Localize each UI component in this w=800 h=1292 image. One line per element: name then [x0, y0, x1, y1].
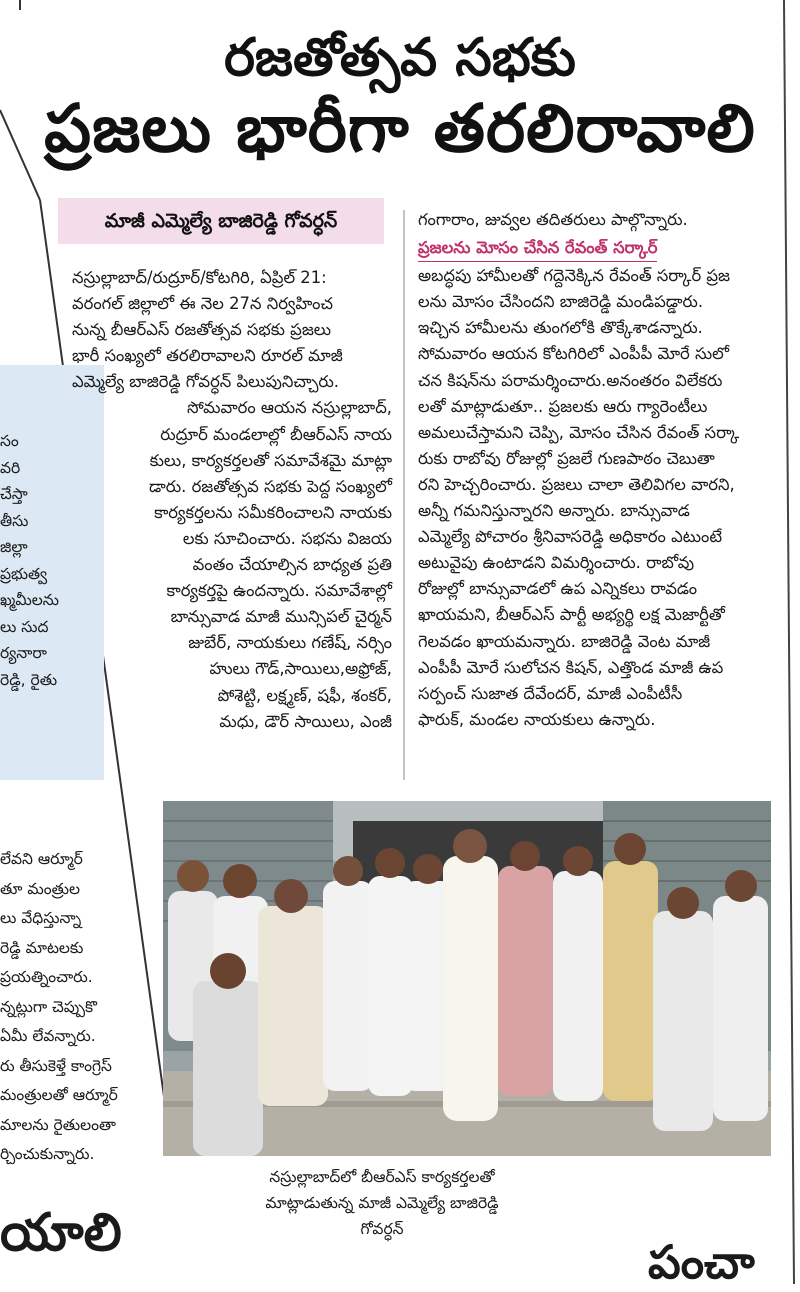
fragment: ప్రయత్నించారు.: [0, 968, 93, 986]
body-line: ఎమ్మెల్యే బాజిరెడ్డి గోవర్ధన్ పిలుపునిచ్చారు.: [72, 372, 339, 392]
body-line: ఫారుక్, మండల నాయకులు ఉన్నారు.: [418, 709, 656, 729]
body-line: వంతం చేయాల్సిన బాధ్యత ప్రతి: [192, 555, 392, 575]
body-line: సోమవారం ఆయన నస్రుల్లాబాద్,: [186, 398, 392, 418]
body-line: లకు సూచించారు. సభను విజయ: [182, 528, 392, 548]
bottom-left-headline-fragment: యాలి: [0, 1203, 122, 1263]
body-line: ఎమ్మెల్యే పోచారం శ్రీనివాసరెడ్డి అధికారం ఎటుంటే: [418, 527, 723, 547]
fragment: లు సుద: [0, 617, 49, 636]
fragment: జిల్లా: [0, 538, 28, 556]
body-line: సర్పంచ్ సుజాత దేవేందర్, మాజీ ఎంపీటీసీ: [418, 683, 683, 703]
photo-caption: [200, 1164, 564, 1242]
body-line: డారు. రజతోత్సవ సభకు పెద్ద సంఖ్యలో: [149, 476, 392, 496]
article-column-2: [418, 207, 758, 733]
body-line: రుద్రూర్ మండలాల్లో బీఆర్ఎస్ నాయ: [160, 424, 392, 444]
body-line: భారీ సంఖ్యలో తరలిరావాలని రూరల్ మాజీ: [72, 346, 343, 366]
caption-line: నస్రుల్లాబాద్‌లో బీఆర్ఎస్ కార్యకర్తలతో: [269, 1168, 495, 1186]
fragment: రు తీసుకెళ్తే కాంగ్రెస్: [0, 1056, 112, 1075]
fragment: ప్రభుత్వ: [0, 564, 48, 583]
body-line: కార్యకర్తలను సమీకరించాలని నాయకు: [154, 502, 392, 522]
fragment: మంత్రులతో ఆర్మూర్: [0, 1086, 118, 1104]
body-line: మధు, డౌర్ సాయిలు, ఎంజీ: [219, 711, 392, 731]
bottom-right-headline-fragment: పంచా: [648, 1235, 755, 1289]
caption-line: గోవర్ధన్: [360, 1220, 404, 1238]
fragment: సం: [0, 432, 19, 450]
fragment: తీసు: [0, 511, 29, 530]
body-line: అన్నీ గమనిస్తున్నారని అన్నారు. బాన్సువాడ: [418, 501, 690, 521]
caption-line: మాట్లాడుతున్న మాజీ ఎమ్మెల్యే బాజిరెడ్డి: [265, 1194, 499, 1212]
body-line: అమలుచేస్తామని చెప్పి, మోసం చేసిన రేవంత్ సర్కా: [418, 422, 740, 442]
fragment: వరి: [0, 458, 21, 477]
fragment: ర్యనారా: [0, 644, 47, 662]
headline-line-2: ప్రజలు భారీగా తరలిరావాలి: [44, 90, 756, 167]
body-line: పోశెట్టి, లక్ష్మణ్, షఫీ, శంకర్,: [217, 685, 392, 705]
fragment: లు వేధిస్తున్నా: [0, 909, 82, 927]
group-photo: [163, 801, 771, 1156]
body-line: హులు గౌడ్,సాయిలు,అఫ్రోజ్,: [209, 659, 392, 679]
fragment: ర్చించుకున్నారు.: [0, 1145, 95, 1163]
fragment: న్నట్లుగా చెప్పుకొ: [0, 997, 97, 1016]
column-2-subheading: ప్రజలను మోసం చేసిన రేవంత్ సర్కార్: [418, 235, 657, 262]
body-line: ఖాయమని, బీఆర్ఎస్ పార్టీ అభ్యర్థి లక్ష మెజార్టీతో: [418, 605, 725, 625]
left-lower-article-fragments: [0, 845, 154, 1170]
fragment: ఖ్మమీలను: [0, 591, 59, 609]
fragment: ఏమీ లేవన్నారు.: [0, 1027, 96, 1045]
body-line: బాన్సువాడ మాజీ మున్సిపల్ చైర్మన్: [170, 607, 392, 627]
body-line: ఎంపీపీ మోరే సులోచన కిషన్, ఎత్తొండ మాజీ ఉప: [418, 657, 724, 677]
body-line: నస్రుల్లాబాద్/రుద్రూర్/కోటగిరి, ఏప్రిల్ 21:: [72, 268, 327, 287]
body-line: నున్న బీఆర్ఎస్ రజతోత్సవ సభకు ప్రజలు: [72, 320, 332, 340]
fragment: రెడ్డి, రైతు: [0, 670, 58, 689]
subheading: మాజీ ఎమ్మెల్యే బాజిరెడ్డి గోవర్ధన్: [104, 210, 338, 232]
body-line: అబద్ధపు హామీలతో గద్దెనెక్కిన రేవంత్ సర్కార్ ప్రజ: [418, 266, 731, 286]
fragment: చేస్తా: [0, 485, 28, 503]
body-line: కులు, కార్యకర్తలతో సమావేశమై మాట్లా: [149, 450, 392, 470]
fragment: తూ మంత్రుల: [0, 879, 81, 898]
body-line: సోమవారం ఆయన కోటగిరిలో ఎంపీపీ మోరే సులో: [418, 344, 730, 364]
body-line: గెలవడం ఖాయమన్నారు. బాజిరెడ్డి వెంట మాజీ: [418, 631, 711, 651]
body-line: జుబేర్, నాయకులు గణేష్, నర్సిం: [188, 633, 392, 653]
body-line: చన కిషన్‌ను పరామర్శించారు.అనంతరం విలేకరు: [418, 370, 723, 390]
fragment: లేవని ఆర్మూర్: [0, 850, 83, 868]
fragment: మాలను రైతులంతా: [0, 1115, 116, 1134]
article-column-1: [72, 265, 392, 735]
body-line: కార్యకర్తపై ఉందన్నారు. సమావేశాల్లో: [166, 581, 392, 601]
body-line: రుకు రాబోవు రోజుల్లో ప్రజలే గుణపాఠం చెబుతా: [418, 448, 715, 468]
fragment: రెడ్డి మాటలకు: [0, 938, 84, 957]
body-line: లను మోసం చేసిందని బాజిరెడ్డి మండిపడ్డారు.: [418, 292, 704, 312]
body-line: వరంగల్ జిల్లాలో ఈ నెల 27న నిర్వహించ: [72, 294, 333, 314]
body-line: అటువైపు ఉంటాడని విమర్శించారు. రాబోవు: [418, 553, 695, 573]
headline-line-1: రజతోత్సవ సభకు: [224, 28, 576, 88]
body-line: రని హెచ్చరించారు. ప్రజలు చాలా తెలివిగల వారని,: [418, 474, 735, 494]
body-line: ఇచ్చిన హామీలను తుంగలోకి తొక్కేశాడన్నారు.: [418, 318, 703, 338]
body-line: రోజుల్లో బాన్సువాడలో ఉప ఎన్నికలు రావడం: [418, 579, 698, 599]
body-line: లతో మాట్లాడుతూ.. ప్రజలకు ఆరు గ్యారెంటీలు: [418, 396, 708, 416]
body-line: గంగారాం, జువ్వల తదితరులు పాల్గొన్నారు.: [418, 210, 688, 229]
